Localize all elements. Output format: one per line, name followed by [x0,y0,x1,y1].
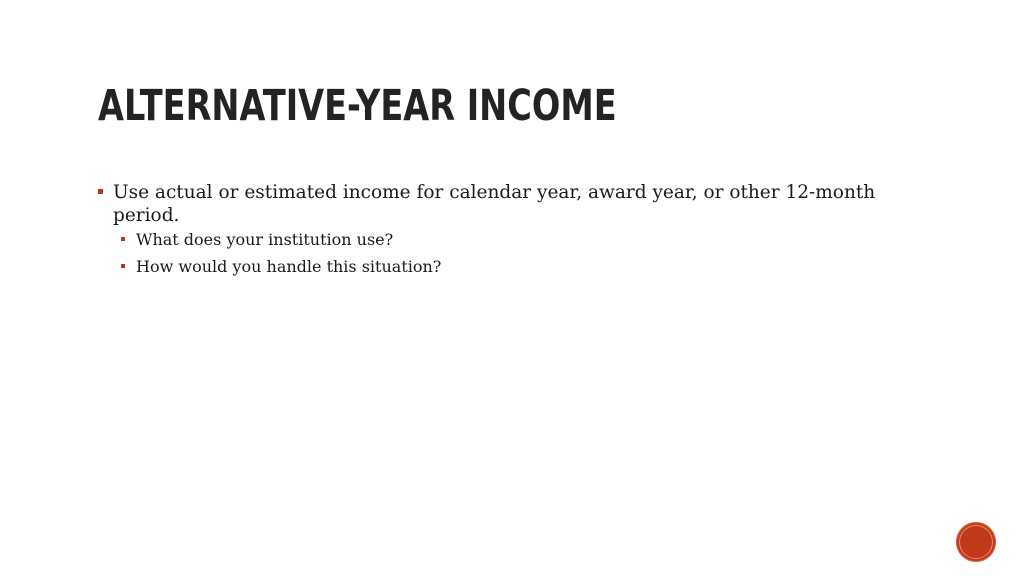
bullet-square-icon [98,189,103,194]
sub-bullet-square-icon [121,237,125,241]
page-number-badge [956,522,996,562]
slide-content [98,181,918,284]
sub-bullet-square-icon [121,264,125,268]
sub-bullet-text: What does your institution use? [136,230,394,249]
sub-bullet-item [121,230,918,250]
slide-title: ALTERNATIVE-YEAR INCOME [98,81,617,131]
sub-bullet-item [121,257,918,277]
bullet-text: Use actual or estimated income for calendar year, award year, or other 12-month period. [113,182,876,226]
sub-bullet-text: How would you handle this situation? [136,257,442,276]
bullet-item [98,181,918,227]
badge-ring-icon [959,525,993,559]
sub-bullet-list [98,230,918,277]
